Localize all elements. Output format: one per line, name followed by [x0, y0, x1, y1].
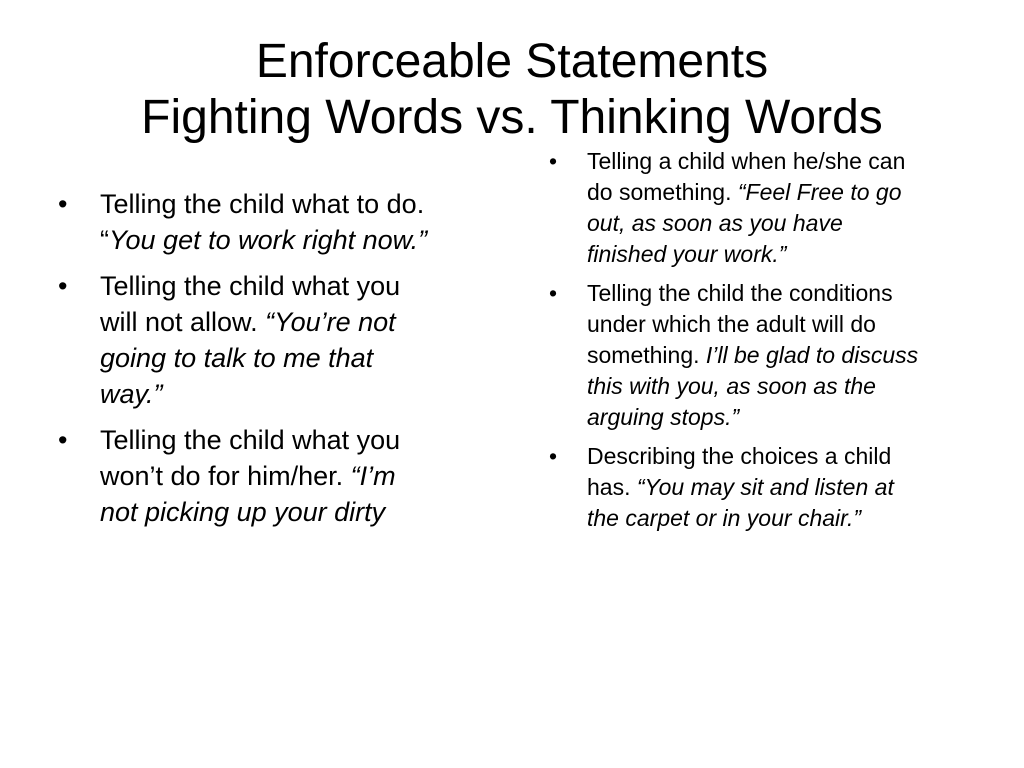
thinking-words-column	[547, 146, 922, 542]
item-text: Telling the child what to do. “	[100, 189, 425, 255]
bullet-icon: •	[549, 443, 558, 469]
item-quote: “I’m not picking up your dirty	[100, 461, 396, 527]
item-text: Telling the child what you will not allow.	[100, 271, 401, 337]
fighting-words-list	[58, 186, 428, 530]
item-quote: “You’re not going to talk to me that way.”	[100, 307, 396, 409]
list-item	[547, 146, 922, 270]
item-text: Telling the child the conditions under which the adult will do something.	[587, 280, 893, 368]
slide-title	[0, 34, 1024, 146]
title-line-2: Fighting Words vs. Thinking Words	[141, 91, 883, 144]
item-quote: I’ll be glad to discuss this with you, as soon as the arguing stops.”	[587, 342, 919, 430]
list-item	[58, 422, 428, 530]
fighting-words-column	[58, 186, 428, 540]
bullet-icon: •	[58, 425, 68, 455]
item-text: Telling the child what you won’t do for him/her.	[100, 425, 401, 491]
item-quote: You get to work right now.”	[109, 225, 428, 255]
bullet-icon: •	[549, 148, 558, 174]
item-quote: “You may sit and listen at the carpet or in your chair.”	[587, 474, 894, 531]
bullet-icon: •	[58, 271, 68, 301]
list-item	[547, 278, 922, 433]
item-text: Telling a child when he/she can do something.	[587, 148, 906, 205]
list-item	[58, 268, 428, 412]
item-quote: “Feel Free to go out, as soon as you have finished your work.”	[587, 179, 902, 267]
list-item	[547, 441, 922, 534]
bullet-icon: •	[58, 189, 68, 219]
bullet-icon: •	[549, 280, 558, 306]
thinking-words-list	[547, 146, 922, 534]
title-line-1: Enforceable Statements	[255, 35, 769, 88]
item-text: Describing the choices a child has.	[587, 443, 892, 500]
list-item	[58, 186, 428, 258]
